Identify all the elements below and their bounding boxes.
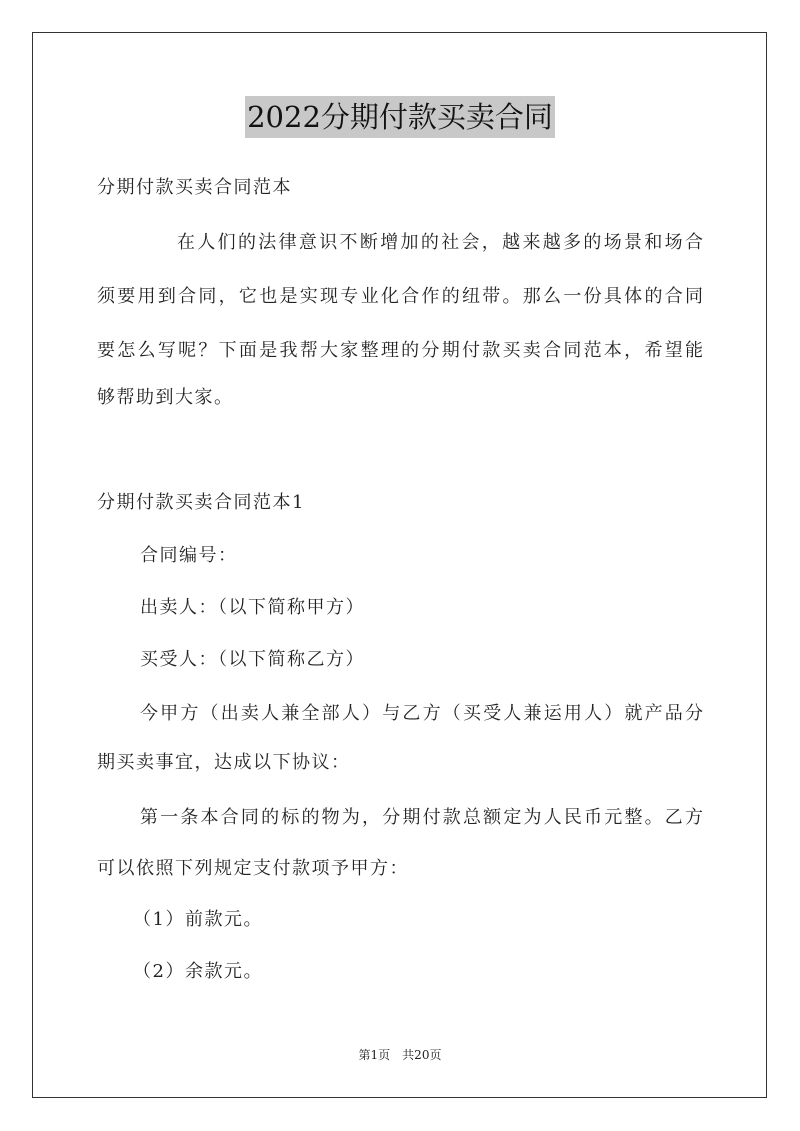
title-wrap: [0, 96, 800, 138]
item-1: （1）前款元。: [133, 909, 263, 930]
intro-line-2: 须要用到合同，它也是实现专业化合作的纽带。那么一份具体的合同: [97, 286, 703, 307]
contract-number-label: 合同编号：: [140, 545, 238, 566]
intro-line-3: 要怎么写呢？下面是我帮大家整理的分期付款买卖合同范本，希望能: [97, 340, 703, 361]
agreement-line-2: 期买卖事宜，达成以下协议：: [97, 752, 351, 773]
document-title: 2022分期付款买卖合同: [245, 96, 555, 138]
agreement-line-1: 今甲方（出卖人兼全部人）与乙方（买受人兼运用人）就产品分: [140, 703, 703, 724]
article1-line-2: 可以依照下列规定支付款项予甲方：: [97, 858, 409, 879]
item-2: （2）余款元。: [133, 961, 263, 982]
section-heading: 分期付款买卖合同范本: [97, 177, 292, 198]
buyer-line: 买受人：（以下简称乙方）: [140, 649, 365, 670]
intro-line-4: 够帮助到大家。: [97, 387, 234, 408]
sample-heading: 分期付款买卖合同范本1: [97, 492, 305, 513]
page-footer: 第1页 共20页: [358, 1048, 442, 1062]
article1-line-1: 第一条本合同的标的物为，分期付款总额定为人民币元整。乙方: [140, 807, 703, 828]
intro-line-1: 在人们的法律意识不断增加的社会，越来越多的场景和场合: [177, 232, 703, 253]
seller-line: 出卖人：（以下简称甲方）: [140, 597, 365, 618]
